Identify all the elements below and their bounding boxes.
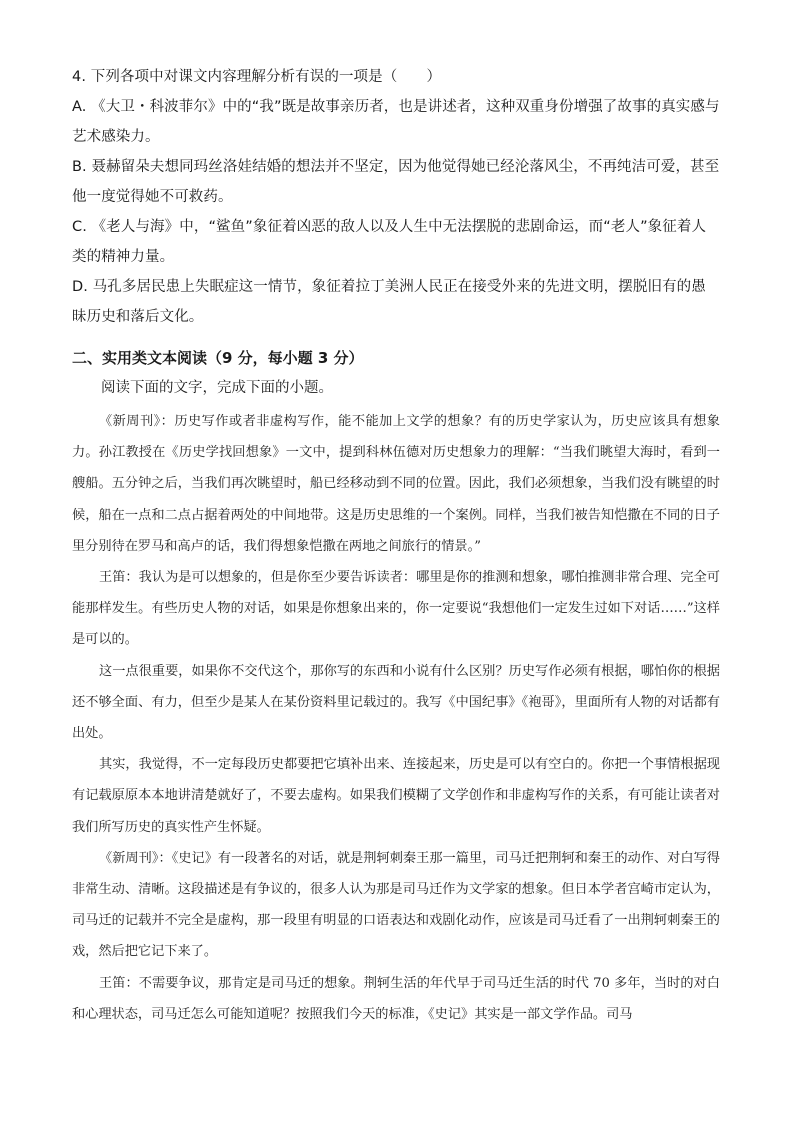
- option-d: D. 马孔多居民患上失眠症这一情节，象征着拉丁美洲人民正在接受外来的先进文明，摆脱旧有的愚昧历史和落后文化。: [72, 279, 706, 325]
- passage-paragraph: 这一点很重要，如果你不交代这个，那你写的东西和小说有什么区别？历史写作必须有根据，哪怕你的根据还不够全面、有力，但至少是某人在某份资料里记载过的。我写《中国纪事》《袍哥》，里面所有人物的对话都有出处。: [72, 663, 720, 742]
- section-instruction: 阅读下面的文字，完成下面的小题。: [101, 380, 333, 396]
- question-stem: 4. 下列各项中对课文内容理解分析有误的一项是（ ）: [72, 69, 442, 85]
- passage-paragraph: 《新周刊》：历史写作或者非虚构写作，能不能加上文学的想象？有的历史学家认为，历史应该具有想象力。孙江教授在《历史学找回想象》一文中，提到科林伍德对历史想象力的理解：“当我们眺望大海时，看到一艘船。五分钟之后，当我们再次眺望时，船已经移动到不同的位置。因此，我们必须想象，当我们没有眺望的时候，船在一点和二点占据着两处的中间地带。这是历史思维的一个案例。同样，当我们被告知恺撒在不同的日子里分别待在罗马和高卢的话，我们得想象恺撒在两地之间旅行的情景。”: [72, 414, 720, 554]
- reading-passage: [72, 406, 720, 1030]
- section-title: 二、实用类文本阅读（9 分，每小题 3 分）: [72, 349, 364, 367]
- passage-paragraph: 王笛：我认为是可以想象的，但是你至少要告诉读者：哪里是你的推测和想象，哪怕推测非常合理、完全可能那样发生。有些历史人物的对话，如果是你想象出来的，你一定要说“我想他们一定发生过如下对话……”这样是可以的。: [72, 570, 720, 648]
- option-a: A. 《大卫・科波菲尔》中的“我”既是故事亲历者，也是讲述者，这种双重身份增强了故事的真实感与艺术感染力。: [72, 99, 720, 145]
- option-b: B. 聂赫留朵夫想同玛丝洛娃结婚的想法并不坚定，因为他觉得她已经沦落风尘，不再纯洁可爱，甚至他一度觉得她不可救药。: [72, 159, 720, 205]
- passage-paragraph: 其实，我觉得，不一定每段历史都要把它填补出来、连接起来，历史是可以有空白的。你把一个事情根据现有记载原原本本地讲清楚就好了，不要去虚构。如果我们模糊了文学创作和非虚构写作的关系，有可能让读者对我们所写历史的真实性产生怀疑。: [72, 757, 720, 835]
- option-c: C. 《老人与海》中，“鲨鱼”象征着凶恶的敌人以及人生中无法摆脱的悲剧命运，而“老人”象征着人类的精神力量。: [72, 219, 707, 265]
- passage-paragraph: 《新周刊》：《史记》有一段著名的对话，就是荆轲刺秦王那一篇里，司马迁把荆轲和秦王的动作、对白写得非常生动、清晰。这段描述是有争议的，很多人认为那是司马迁作为文学家的想象。但日本学者宫崎市定认为，司马迁的记载并不完全是虚构，那一段里有明显的口语表达和戏剧化动作，应该是司马迁看了一出荆轲刺秦王的戏，然后把它记下来了。: [72, 850, 720, 960]
- passage-paragraph: 王笛：不需要争议，那肯定是司马迁的想象。荆轲生活的年代早于司马迁生活的时代 70 多年，当时的对白和心理状态，司马迁怎么可能知道呢？按照我们今天的标准，《史记》其实是一部文学作品。司马: [72, 975, 720, 1022]
- question-4: [72, 62, 720, 332]
